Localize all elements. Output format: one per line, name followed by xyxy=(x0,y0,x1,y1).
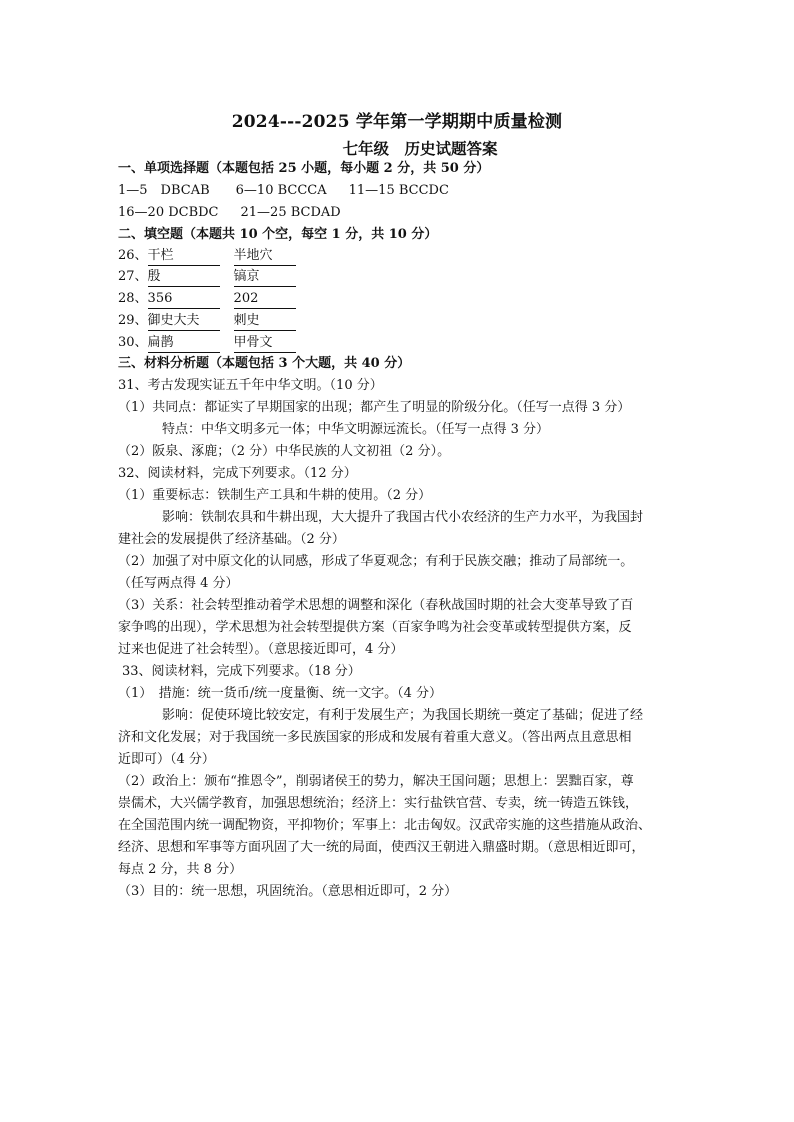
fill-answer-a: 御史大夫 xyxy=(148,312,220,331)
q31-title: 31、考古发现实证五千年中华文明。（10 分） xyxy=(118,378,383,393)
fill-item-26 xyxy=(118,245,688,267)
fill-item-number: 26、 xyxy=(118,248,148,263)
choice-group-11-15: 11—15 BCCDC xyxy=(348,183,449,198)
choice-answers-row2 xyxy=(118,202,688,224)
fill-item-27 xyxy=(118,266,688,288)
fill-item-29 xyxy=(118,310,688,332)
section1-heading: 一、单项选择题（本题包括 25 小题，每小题 2 分，共 50 分） xyxy=(118,161,490,176)
q33-part2-line2: 崇儒术，大兴儒学教育，加强思想统治；经济上：实行盐铁官营、专卖，统一铸造五铢钱， xyxy=(118,796,639,811)
page-subtitle: 七年级 历史试题答案 xyxy=(342,139,498,158)
q33-title: 33、阅读材料，完成下列要求。（18 分） xyxy=(122,664,361,679)
q31-part1-feature: 特点：中华文明多元一体；中华文明源远流长。（任写一点得 3 分） xyxy=(162,422,550,437)
q33-part1-impact-line1: 影响：促使环境比较安定，有利于发展生产；为我国长期统一奠定了基础；促进了经 xyxy=(162,708,644,723)
q32-part3-line2: 家争鸣的出现），学术思想为社会转型提供方案（百家争鸣为社会变革或转型提供方案，反 xyxy=(118,620,632,635)
q32-title: 32、阅读材料，完成下列要求。（12 分） xyxy=(118,466,357,481)
fill-item-number: 27、 xyxy=(118,269,148,284)
q31-part2: （2）阪泉、涿鹿；（2 分）中华民族的人文初祖（2 分）。 xyxy=(118,444,451,459)
fill-item-number: 28、 xyxy=(118,291,148,306)
q33-part1-impact-line3: 近即可）（4 分） xyxy=(118,752,215,767)
q32-part3-line3: 过来也促进了社会转型）。（意思接近即可，4 分） xyxy=(118,642,404,657)
q32-part1-impact-line1: 影响：铁制农具和牛耕出现，大大提升了我国古代小农经济的生产力水平，为我国封 xyxy=(162,510,644,525)
q33-part1-impact-line2: 济和文化发展；对于我国统一多民族国家的形成和发展有着重大意义。（答出两点且意思相 xyxy=(118,730,632,745)
choice-group-1-5: 1—5 DBCAB xyxy=(118,183,210,198)
section2-heading: 二、填空题（本题共 10 个空，每空 1 分，共 10 分） xyxy=(118,227,438,242)
choice-group-6-10: 6—10 BCCCA xyxy=(235,183,327,198)
fill-answer-b: 镐京 xyxy=(234,268,296,287)
choice-answers-row1 xyxy=(118,180,688,202)
q32-part1-impact-line2: 建社会的发展提供了经济基础。（2 分） xyxy=(118,532,345,547)
q33-part1: （1） 措施：统一货币/统一度量衡、统一文字。（4 分） xyxy=(118,686,443,701)
q32-part3-line1: （3）关系：社会转型推动着学术思想的调整和深化（春秋战国时期的社会大变革导致了百 xyxy=(118,598,634,613)
fill-answer-a: 356 xyxy=(148,290,220,309)
section3-heading: 三、材料分析题（本题包括 3 个大题，共 40 分） xyxy=(118,356,411,371)
fill-answer-b: 202 xyxy=(234,290,296,309)
fill-answer-b: 甲骨文 xyxy=(234,334,296,353)
q33-part2-line3: 在全国范围内统一调配物资，平抑物价；军事上：北击匈奴。汉武帝实施的这些措施从政治、 xyxy=(118,818,652,833)
q33-part3: （3）目的：统一思想，巩固统治。（意思相近即可，2 分） xyxy=(118,884,458,899)
q32-part2-line1: （2）加强了对中原文化的认同感，形成了华夏观念；有利于民族交融；推动了局部统一。 xyxy=(118,554,634,569)
q32-part2-line2: （任写两点得 4 分） xyxy=(118,576,239,591)
fill-item-30 xyxy=(118,332,688,354)
q33-part2-line1: （2）政治上：颁布“推恩令”，削弱诸侯王的势力，解决王国问题；思想上：罢黜百家，尊 xyxy=(118,774,634,789)
fill-item-number: 30、 xyxy=(118,335,148,350)
fill-answer-a: 殷 xyxy=(148,268,220,287)
choice-group-16-20: 16—20 DCBDC xyxy=(118,205,219,220)
fill-answer-a: 干栏 xyxy=(148,247,220,266)
fill-answer-a: 扁鹊 xyxy=(148,334,220,353)
q32-part1: （1）重要标志：铁制生产工具和牛耕的使用。（2 分） xyxy=(118,488,432,503)
q33-part2-line4: 经济、思想和军事等方面巩固了大一统的局面，使西汉王朝进入鼎盛时期。（意思相近即可， xyxy=(118,840,645,855)
fill-answer-b: 刺史 xyxy=(234,312,296,331)
fill-item-number: 29、 xyxy=(118,313,148,328)
fill-answer-b: 半地穴 xyxy=(234,247,296,266)
q33-part2-line5: 每点 2 分，共 8 分） xyxy=(118,862,243,877)
q31-part1: （1）共同点：都证实了早期国家的出现；都产生了明显的阶级分化。（任写一点得 3 分） xyxy=(118,400,631,415)
page-title: 2024---2025 学年第一学期期中质量检测 xyxy=(231,112,563,132)
choice-group-21-25: 21—25 BCDAD xyxy=(240,205,341,220)
fill-item-28 xyxy=(118,288,688,310)
